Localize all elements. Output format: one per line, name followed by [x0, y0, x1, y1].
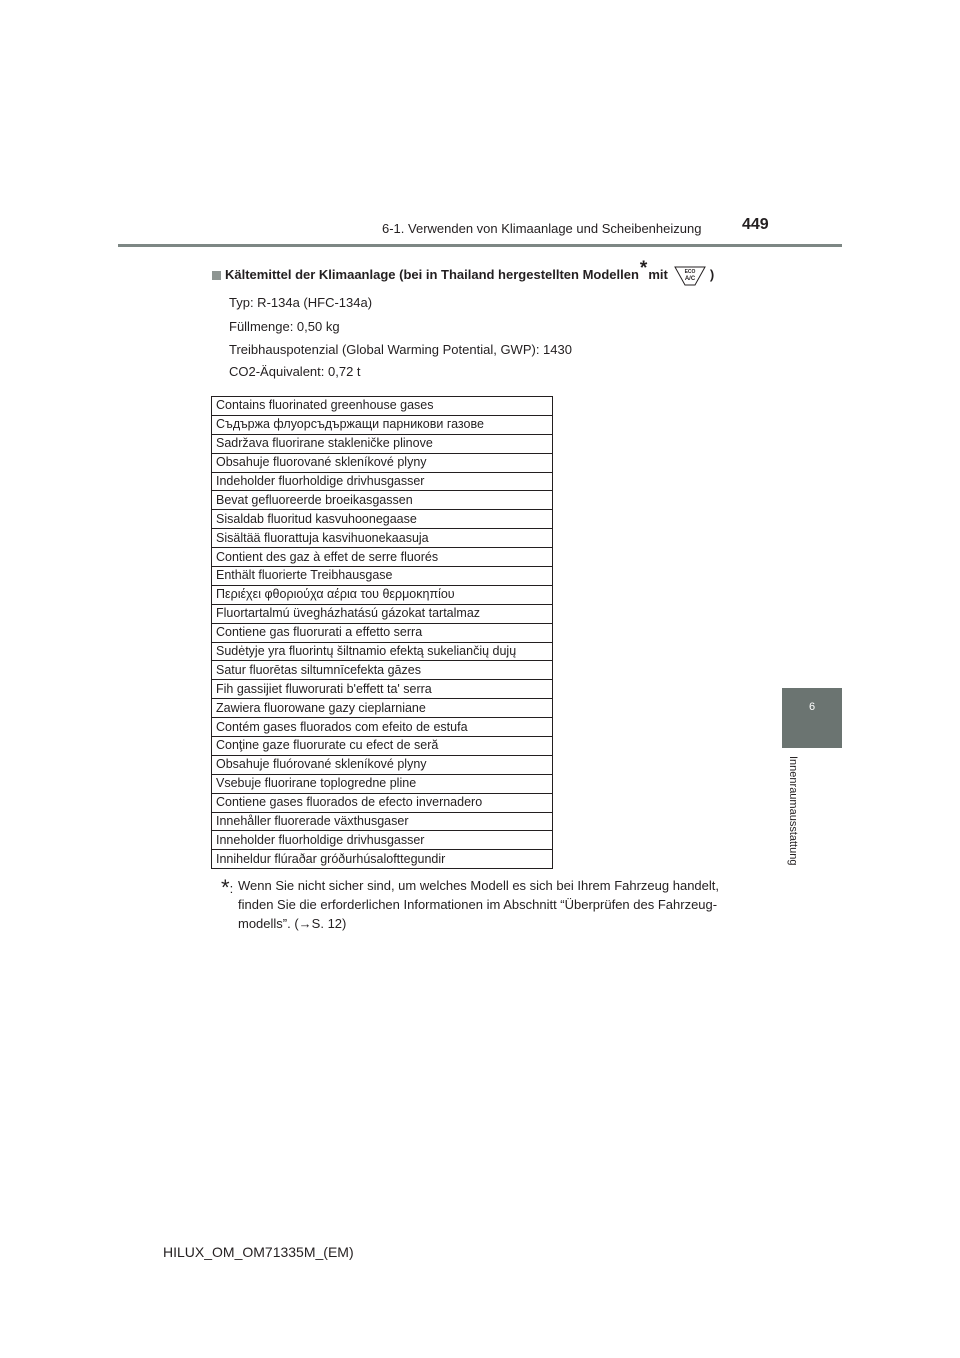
table-cell: Fluortartalmú üvegházhatású gázokat tartalmaz	[212, 604, 553, 623]
fluorinated-gas-label-table	[211, 396, 553, 869]
table-cell: Enthält fluorierte Treibhausgase	[212, 567, 553, 586]
table-cell: Vsebuje fluorirane toplogredne pline	[212, 774, 553, 793]
table-row	[212, 491, 553, 510]
heading-footnote-star: *	[639, 258, 648, 279]
table-cell: Sisältää fluorattuja kasvihuonekaasuja	[212, 529, 553, 548]
heading-text: Kältemittel der Klimaanlage (bei in Thailand hergestellten Modellen	[225, 267, 639, 282]
table-cell: Obsahuje fluórované skleníkové plyny	[212, 755, 553, 774]
table-cell: Inniheldur flúraðar gróðurhúsalofttegundir	[212, 850, 553, 869]
table-cell: Contient des gaz à effet de serre fluorés	[212, 548, 553, 567]
table-cell: Indeholder fluorholdige drivhusgasser	[212, 472, 553, 491]
footnote-colon: :	[229, 881, 234, 896]
table-cell: Contiene gas fluorurati a effetto serra	[212, 623, 553, 642]
table-cell: Περιέχει φθοριούχα αέρια του θερμοκηπίου	[212, 585, 553, 604]
table-row	[212, 831, 553, 850]
table-row	[212, 737, 553, 756]
table-cell: Contains fluorinated greenhouse gases	[212, 397, 553, 416]
table-cell: Contém gases fluorados com efeito de estufa	[212, 718, 553, 737]
section-heading	[212, 258, 715, 290]
header-divider	[118, 244, 842, 247]
table-cell: Sudėtyje yra fluorintų šiltnamio efektą sukeliančių dujų	[212, 642, 553, 661]
ac-button-icon	[674, 265, 706, 290]
spec-amount: Füllmenge: 0,50 kg	[229, 319, 340, 334]
table-cell: Bevat gefluoreerde broeikasgassen	[212, 491, 553, 510]
table-row	[212, 434, 553, 453]
footer-document-id: HILUX_OM_OM71335M_(EM)	[163, 1244, 354, 1260]
table-cell: Innehåller fluorerade växthusgaser	[212, 812, 553, 831]
chapter-tab	[782, 688, 842, 748]
table-row	[212, 397, 553, 416]
heading-text-end: )	[709, 267, 715, 282]
table-row	[212, 453, 553, 472]
table-row	[212, 699, 553, 718]
page-number: 449	[742, 216, 769, 233]
bullet-square-icon	[212, 271, 221, 280]
table-row	[212, 755, 553, 774]
table-cell: Съдържа флуорсъдържащи парникови газове	[212, 415, 553, 434]
table-cell: Contiene gases fluorados de efecto invernadero	[212, 793, 553, 812]
table-cell: Obsahuje fluorované skleníkové plyny	[212, 453, 553, 472]
table-row	[212, 548, 553, 567]
spec-co2: CO2-Äquivalent: 0,72 t	[229, 364, 361, 379]
table-row	[212, 585, 553, 604]
table-row	[212, 567, 553, 586]
heading-text-mid: mit	[648, 267, 668, 282]
table-row	[212, 812, 553, 831]
table-cell: Fih gassijiet fluworurati b'effett ta' serra	[212, 680, 553, 699]
footnote-marker	[221, 876, 233, 898]
ac-icon-bottom-text: A/C	[684, 276, 695, 282]
table-row	[212, 642, 553, 661]
table-row	[212, 850, 553, 869]
table-row	[212, 718, 553, 737]
table-row	[212, 680, 553, 699]
table-cell: Conţine gaze fluorurate cu efect de seră	[212, 737, 553, 756]
table-cell: Sadržava fluorirane stakleničke plinove	[212, 434, 553, 453]
chapter-label: Innenraumausstattung	[787, 756, 799, 866]
table-row	[212, 623, 553, 642]
table-row	[212, 510, 553, 529]
ac-icon-top-text: ECO	[684, 269, 696, 275]
table-cell: Zawiera fluorowane gazy cieplarniane	[212, 699, 553, 718]
table-cell: Inneholder fluorholdige drivhusgasser	[212, 831, 553, 850]
footnote-star: *	[221, 875, 230, 900]
footnote-text: Wenn Sie nicht sicher sind, um welches Modell es sich bei Ihrem Fahrzeug handelt, finden Sie die erforderlichen Informationen im Abschnitt “Überprüfen des Fahrzeug-modells”. (→S. 12)	[238, 878, 719, 931]
table-row	[212, 472, 553, 491]
spec-type: Typ: R-134a (HFC-134a)	[229, 295, 373, 310]
spec-gwp: Treibhauspotenzial (Global Warming Potential, GWP): 1430	[229, 342, 572, 357]
table-cell: Satur fluorētas siltumnīcefekta gāzes	[212, 661, 553, 680]
table-row	[212, 774, 553, 793]
table-row	[212, 661, 553, 680]
table-row	[212, 604, 553, 623]
table-row	[212, 793, 553, 812]
table-row	[212, 529, 553, 548]
table-row	[212, 415, 553, 434]
footnote	[221, 876, 746, 933]
chapter-number: 6	[808, 701, 816, 713]
header-section-title: 6-1. Verwenden von Klimaanlage und Scheibenheizung	[382, 221, 702, 236]
table-cell: Sisaldab fluoritud kasvuhoonegaase	[212, 510, 553, 529]
